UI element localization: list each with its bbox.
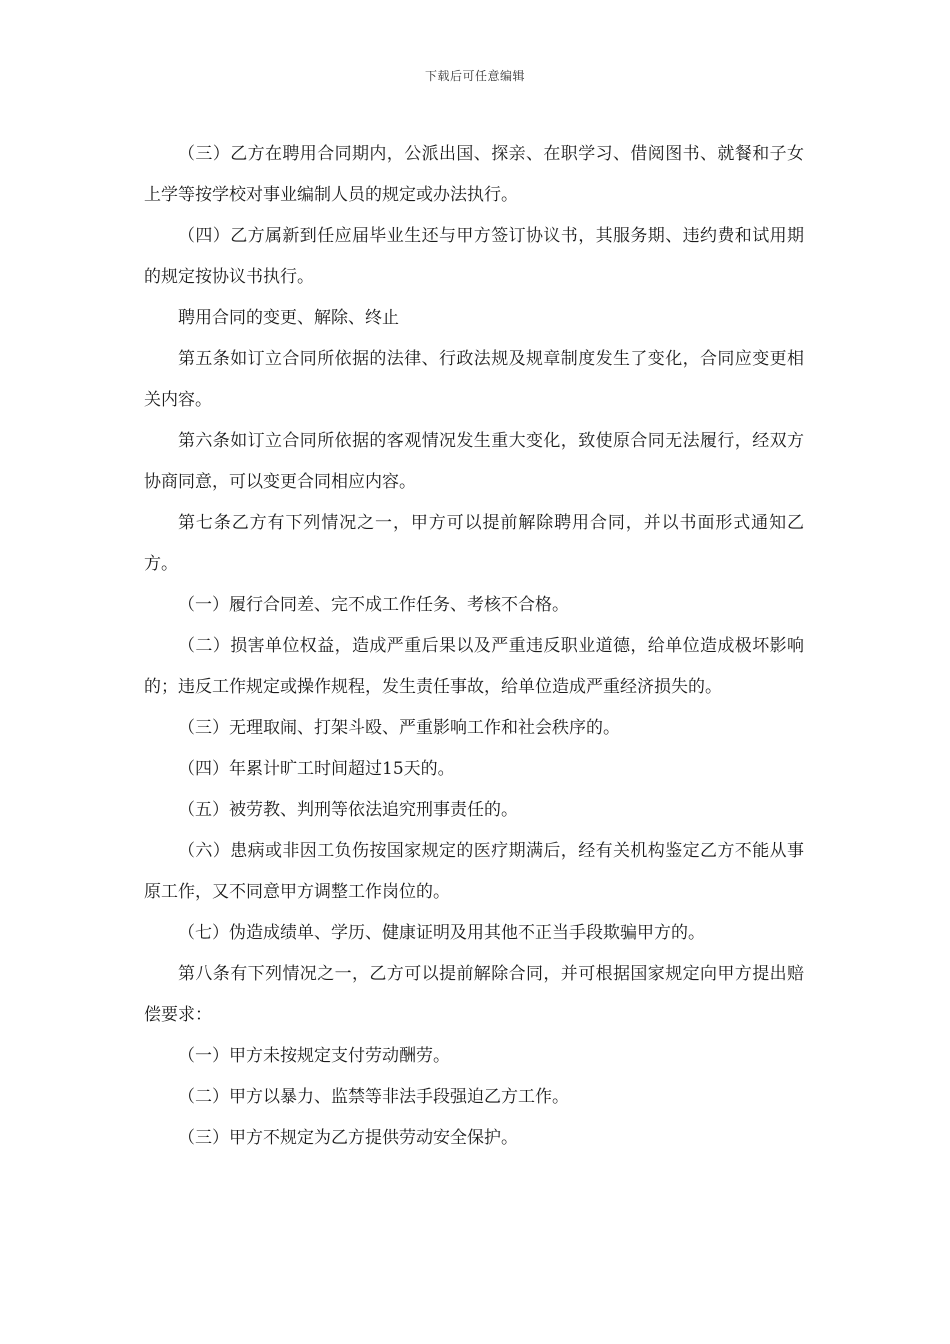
clause-paragraph: （四）年累计旷工时间超过15天的。 (178, 759, 455, 779)
clause-paragraph: （六）患病或非因工负伤按国家规定的医疗期满后，经有关机构鉴定乙方不能从事原工作，又不同意甲方调整工作岗位的。 (144, 841, 804, 902)
clause-paragraph: （四）乙方属新到任应届毕业生还与甲方签订协议书，其服务期、违约费和试用期的规定按协议书执行。 (144, 226, 804, 287)
clause-paragraph: （三）乙方在聘用合同期内，公派出国、探亲、在职学习、借阅图书、就餐和子女上学等按学校对事业编制人员的规定或办法执行。 (144, 144, 804, 205)
article-paragraph: 第六条如订立合同所依据的客观情况发生重大变化，致使原合同无法履行，经双方协商同意，可以变更合同相应内容。 (144, 431, 804, 492)
section-heading: 聘用合同的变更、解除、终止 (178, 308, 399, 328)
clause-paragraph: （一）甲方未按规定支付劳动酬劳。 (178, 1046, 450, 1066)
clause-paragraph: （三）无理取闹、打架斗殴、严重影响工作和社会秩序的。 (178, 718, 620, 738)
page-header: 下载后可任意编辑 (424, 69, 525, 83)
clause-paragraph: （二）甲方以暴力、监禁等非法手段强迫乙方工作。 (178, 1087, 569, 1107)
clause-paragraph: （一）履行合同差、完不成工作任务、考核不合格。 (178, 595, 569, 615)
article-paragraph: 第八条有下列情况之一，乙方可以提前解除合同，并可根据国家规定向甲方提出赔偿要求： (144, 964, 804, 1025)
clause-paragraph: （三）甲方不规定为乙方提供劳动安全保护。 (178, 1128, 518, 1148)
article-paragraph: 第五条如订立合同所依据的法律、行政法规及规章制度发生了变化，合同应变更相关内容。 (144, 349, 804, 410)
document-body (144, 134, 804, 1159)
clause-paragraph: （二）损害单位权益，造成严重后果以及严重违反职业道德，给单位造成极坏影响的；违反工作规定或操作规程，发生责任事故，给单位造成严重经济损失的。 (144, 636, 804, 697)
article-paragraph: 第七条乙方有下列情况之一，甲方可以提前解除聘用合同，并以书面形式通知乙方。 (144, 513, 804, 574)
clause-paragraph: （五）被劳教、判刑等依法追究刑事责任的。 (178, 800, 518, 820)
clause-paragraph: （七）伪造成绩单、学历、健康证明及用其他不正当手段欺骗甲方的。 (178, 923, 705, 943)
